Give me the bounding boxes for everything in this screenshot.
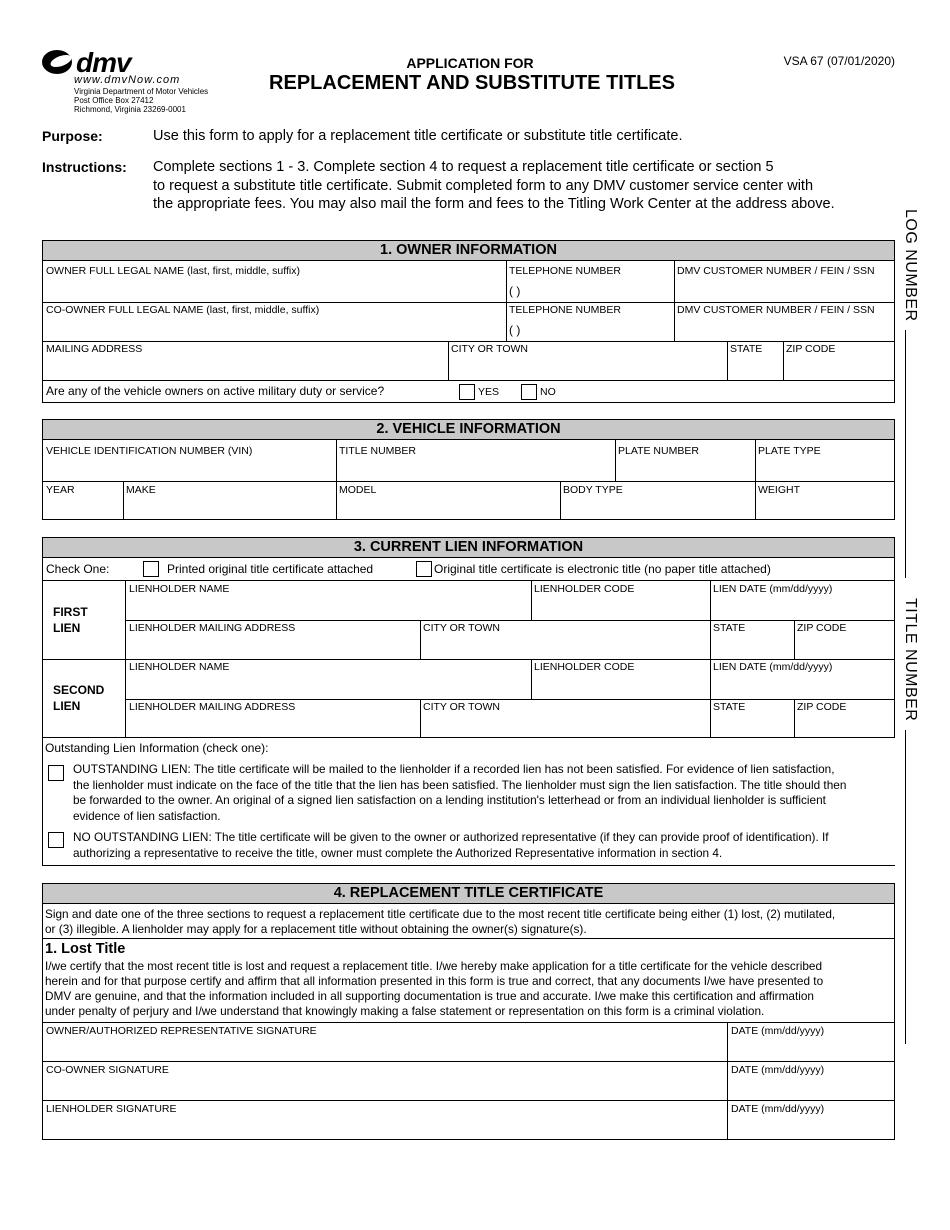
owner-telephone-field[interactable]: TELEPHONE NUMBER <box>509 265 622 277</box>
no-outstanding-lien-checkbox[interactable] <box>48 832 64 848</box>
mailing-address-field[interactable]: MAILING ADDRESS <box>46 343 143 355</box>
second-lien-state-field[interactable]: STATE <box>713 701 746 713</box>
logo-url: www.dmvNow.com <box>74 74 181 86</box>
first-lien-label: FIRST LIEN <box>53 605 88 635</box>
body-type-field[interactable]: BODY TYPE <box>563 484 623 496</box>
second-lien-label: SECOND LIEN <box>53 683 105 713</box>
section-3-title: 3. CURRENT LIEN INFORMATION <box>43 538 894 558</box>
first-lienholder-name-field[interactable]: LIENHOLDER NAME <box>129 583 230 595</box>
form-number: VSA 67 (07/01/2020) <box>783 54 895 68</box>
lost-title-text: I/we certify that the most recent title is lost and request a replacement title. I/we hereby make application for a title certificate for the vehicle described herein and for that purpose certify and affirm that all information presented in this form is true and correct, that any documents I/we have presented to DMV are genuine, and that the information included in all supporting documentation is true and accurate. I/we make this certification and affirmation under penalty of perjury and I/we understand that knowingly making a false statement or representation on this form is a criminal violation. <box>45 959 824 1018</box>
owner-customer-number-field[interactable]: DMV CUSTOMER NUMBER / FEIN / SSN <box>677 265 875 277</box>
outstanding-lien-text: OUTSTANDING LIEN: The title certificate will be mailed to the lienholder if a recorded lien has not been satisfied. For evidence of lien satisfaction, the lienholder must indicate on the face of the title that the lien has been satisfied. The lienholder must sign the lien satisfaction. The title should then be forwarded to the owner. An original of a signed lien satisfaction on a lending institution's letterhead or from an individual lienholder is sufficient evidence of lien satisfaction. <box>73 762 847 823</box>
military-question: Are any of the vehicle owners on active military duty or service? <box>46 384 385 398</box>
first-lienholder-address-field[interactable]: LIENHOLDER MAILING ADDRESS <box>129 622 296 634</box>
form-title: REPLACEMENT AND SUBSTITUTE TITLES <box>269 72 675 94</box>
outstanding-lien-checkbox[interactable] <box>48 765 64 781</box>
logo-brand: dmv <box>76 47 131 78</box>
owner-phone-parens: ( ) <box>509 284 521 298</box>
section-2-title: 2. VEHICLE INFORMATION <box>43 420 894 440</box>
section-owner-information <box>42 240 895 403</box>
second-lienholder-address-field[interactable]: LIENHOLDER MAILING ADDRESS <box>129 701 296 713</box>
vin-field[interactable]: VEHICLE IDENTIFICATION NUMBER (VIN) <box>46 445 253 457</box>
second-lien-zip-field[interactable]: ZIP CODE <box>797 701 847 713</box>
section-replacement-title-certificate <box>42 883 895 1140</box>
title-number-label: TITLE NUMBER <box>902 598 919 722</box>
application-for-label: APPLICATION FOR <box>406 55 534 71</box>
check-one-label: Check One: <box>46 562 110 576</box>
dmv-logo <box>42 48 232 118</box>
owner-name-field[interactable]: OWNER FULL LEGAL NAME (last, first, middle, suffix) <box>46 265 300 277</box>
log-number-label: LOG NUMBER <box>902 209 919 322</box>
title-number-line <box>905 730 906 1044</box>
coowner-name-field[interactable]: CO-OWNER FULL LEGAL NAME (last, first, middle, suffix) <box>46 304 320 316</box>
electronic-title-checkbox[interactable] <box>416 561 432 577</box>
city-field[interactable]: CITY OR TOWN <box>451 343 529 355</box>
first-lien-date-field[interactable]: LIEN DATE (mm/dd/yyyy) <box>713 583 833 595</box>
lost-title-heading: 1. Lost Title <box>45 941 126 957</box>
title-number-field[interactable]: TITLE NUMBER <box>339 445 417 457</box>
log-number-line <box>905 330 906 578</box>
zip-field[interactable]: ZIP CODE <box>786 343 836 355</box>
second-lienholder-name-field[interactable]: LIENHOLDER NAME <box>129 661 230 673</box>
military-yes-checkbox[interactable] <box>459 384 475 400</box>
lienholder-signature-date-field[interactable]: DATE (mm/dd/yyyy) <box>731 1103 825 1115</box>
coowner-customer-number-field[interactable]: DMV CUSTOMER NUMBER / FEIN / SSN <box>677 304 875 316</box>
plate-type-field[interactable]: PLATE TYPE <box>758 445 821 457</box>
coowner-telephone-field[interactable]: TELEPHONE NUMBER <box>509 304 622 316</box>
second-lien-date-field[interactable]: LIEN DATE (mm/dd/yyyy) <box>713 661 833 673</box>
coowner-phone-parens: ( ) <box>509 323 521 337</box>
instructions-label: Instructions: <box>42 159 127 175</box>
plate-number-field[interactable]: PLATE NUMBER <box>618 445 699 457</box>
no-outstanding-lien-text: NO OUTSTANDING LIEN: The title certificate will be given to the owner or authorized representative (if they can provide proof of identification). If authorizing a representative to receive the title, owner must complete the Authorized Representative information in section 4. <box>73 830 829 860</box>
section-vehicle-information <box>42 419 895 520</box>
first-lien-zip-field[interactable]: ZIP CODE <box>797 622 847 634</box>
lienholder-signature-field[interactable]: LIENHOLDER SIGNATURE <box>46 1103 177 1115</box>
model-field[interactable]: MODEL <box>339 484 377 496</box>
year-field[interactable]: YEAR <box>46 484 75 496</box>
first-lien-city-field[interactable]: CITY OR TOWN <box>423 622 501 634</box>
state-field[interactable]: STATE <box>730 343 763 355</box>
purpose-label: Purpose: <box>42 128 103 144</box>
printed-title-label: Printed original title certificate attached <box>167 562 374 576</box>
first-lienholder-code-field[interactable]: LIENHOLDER CODE <box>534 583 635 595</box>
owner-signature-field[interactable]: OWNER/AUTHORIZED REPRESENTATIVE SIGNATURE <box>46 1025 317 1037</box>
second-lienholder-code-field[interactable]: LIENHOLDER CODE <box>534 661 635 673</box>
section-1-title: 1. OWNER INFORMATION <box>43 241 894 261</box>
purpose-text: Use this form to apply for a replacement title certificate or substitute title certificate. <box>153 128 683 144</box>
military-yes-label: YES <box>478 386 500 398</box>
section-4-title: 4. REPLACEMENT TITLE CERTIFICATE <box>43 884 894 904</box>
instructions-text: Complete sections 1 - 3. Complete section 4 to request a replacement title certificate or section 5 to request a substitute title certificate. Submit completed form to any DMV customer service center with the appropriate fees. You may also mail the form and fees to the Titling Work Center at the address above. <box>153 159 835 212</box>
weight-field[interactable]: WEIGHT <box>758 484 800 496</box>
first-lien-state-field[interactable]: STATE <box>713 622 746 634</box>
dmv-swoosh-icon <box>42 50 72 74</box>
section-4-intro: Sign and date one of the three sections to request a replacement title certificate due to the most recent title certificate being either (1) lost, (2) mutilated, or (3) illegible. A lienholder may apply for a replacement title without obtaining the owner(s) signature(s). <box>45 907 836 936</box>
outstanding-lien-header: Outstanding Lien Information (check one): <box>45 741 269 755</box>
military-no-label: NO <box>540 386 556 398</box>
coowner-signature-field[interactable]: CO-OWNER SIGNATURE <box>46 1064 169 1076</box>
coowner-signature-date-field[interactable]: DATE (mm/dd/yyyy) <box>731 1064 825 1076</box>
owner-signature-date-field[interactable]: DATE (mm/dd/yyyy) <box>731 1025 825 1037</box>
second-lien-city-field[interactable]: CITY OR TOWN <box>423 701 501 713</box>
section-current-lien-information <box>42 537 895 738</box>
printed-title-checkbox[interactable] <box>143 561 159 577</box>
military-no-checkbox[interactable] <box>521 384 537 400</box>
electronic-title-label: Original title certificate is electronic title (no paper title attached) <box>434 562 771 576</box>
logo-address: Virginia Department of Motor Vehicles Post Office Box 27412 Richmond, Virginia 23269-0001 <box>74 87 209 114</box>
make-field[interactable]: MAKE <box>126 484 156 496</box>
